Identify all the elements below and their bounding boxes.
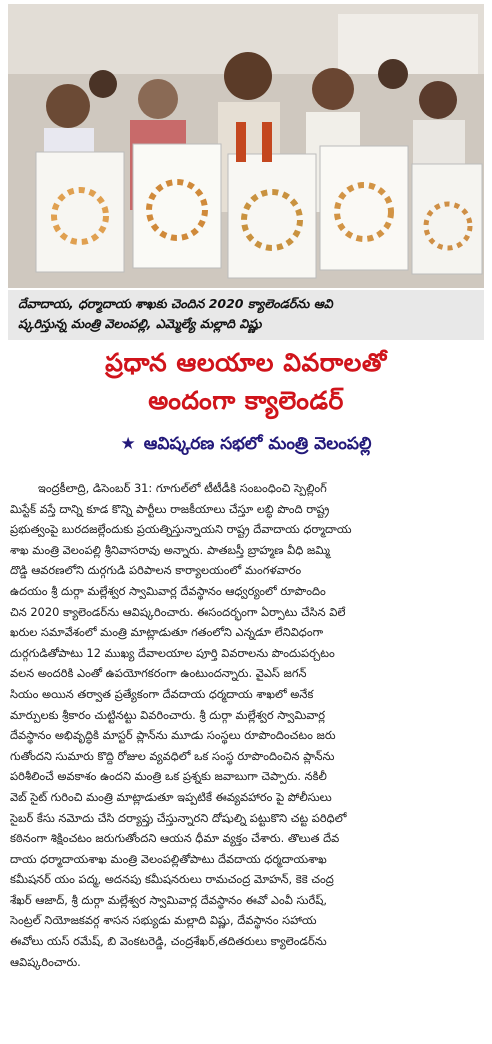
- article-line: దుర్గగుడితోపాటు 12 ముఖ్య దేవాలయాల పూర్తి వివరాలను పొందుపర్చటం: [10, 645, 335, 660]
- article-line: ఈవోలు యస్ రమేష్, బి వెంకటరెడ్డి, చంద్రశేఖర్,తదితరులు క్యాలెండర్‌ను: [10, 934, 327, 949]
- headline: [0, 344, 492, 420]
- article-line: దొడ్డి ఆవరణలోని దుర్గగుడి పరిపాలన కార్యాలయంలో మంగళవారం: [10, 563, 302, 578]
- article-line: దాయ ధర్మాదాయశాఖ మంత్రి వెలంపల్లితోపాటు దేవదాయ ధర్మదాయశాఖ: [10, 851, 327, 866]
- article-line: ఖరుల సమావేశంలో మంత్రి మాట్లాడుతూ గతంలోని ఎన్నడూ లేనివిధంగా: [10, 625, 324, 640]
- photo-caption: [8, 290, 484, 340]
- article-line: సియం అయిన తర్వాత ప్రత్యేకంగా దేవదాయ ధర్మదాయ శాఖలో అనేక: [10, 686, 314, 701]
- article-line: ఉదయం శ్రీ దుర్గా మల్లేశ్వర స్వామివార్ల దేవస్థానం ఆధ్వర్యంలో రూపొందిం: [10, 583, 326, 598]
- article-line: గుతోందని సుమారు కొద్ది రోజుల వ్యవధిలో ఒక సంస్థ రూపొందించిన ప్లాన్‌ను: [10, 748, 335, 763]
- article-line: శేఖర్ ఆజాద్, శ్రీ దుర్గా మల్లేశ్వర స్వామివార్ల దేవస్థానం ఈవో ఎంవీ సురేష్,: [10, 892, 327, 907]
- headline-line-1: ప్రధాన ఆలయాల వివరాలతో: [105, 348, 387, 377]
- caption-line-2: ష్కరిస్తున్న మంత్రి వెలంపల్లి, ఎమ్మెల్యే మల్లాది విష్ణు: [18, 316, 262, 331]
- article-line: ఇంద్రకీలాద్రి, డిసెంబర్ 31: గూగుల్‌లో టీటీడీకి సంబంధించి స్పెల్లింగ్: [38, 481, 327, 495]
- article-line: కమీషనర్ యం పద్మ, అదనపు కమీషనరులు రామచంద్ర మోహన్, కెకె చంద్ర: [10, 872, 334, 887]
- article-line: చిన 2020 క్యాలెండర్‌ను ఆవిష్కరించారు. ఈసందర్భంగా ఏర్పాటు చేసిన విలే: [10, 604, 346, 619]
- star-icon: ★: [120, 434, 136, 454]
- photo-illustration: [8, 4, 484, 288]
- caption-line-1: దేవాదాయ, ధర్మాదాయ శాఖకు చెందిన 2020 క్యాలెండర్‌ను ఆవి: [18, 296, 333, 311]
- article-line: ప్రభుత్వంపై బురదజల్లేందుకు ప్రయత్నిస్తున్నాయని రాష్ట్ర దేవాదాయ ధర్మాదాయ: [10, 522, 352, 537]
- article-line: మార్పులకు శ్రీకారం చుట్టినట్టు వివరించారు. శ్రీ దుర్గా మల్లేశ్వర స్వామివార్ల: [10, 707, 325, 722]
- article-line: వెబ్ సైట్ గురించి మంత్రి మాట్లాడుతూ ఇప్పటికే ఈవ్యవహారం పై పోలీసులు: [10, 789, 332, 804]
- news-photo: [8, 4, 484, 288]
- article-line: సెంట్రల్ నియోజకవర్గ శాసన సభ్యుడు మల్లాది విష్ణు, దేవస్థానం సహాయ: [10, 913, 317, 928]
- headline-line-2: అందంగా క్యాలెండర్: [148, 386, 344, 415]
- article-line: మిస్టేక్ వస్తే దాన్ని కూడ కొన్ని పార్టీలు రాజకీయాలు చేస్తూ లబ్ధి పొంది రాష్ట్ర: [10, 501, 330, 516]
- article-line: పరిశీలించే అవకాశం ఉందని మంత్రి ఒక ప్రశ్నకు జవాబుగా చెప్పారు. నకిలీ: [10, 769, 327, 784]
- article-line: ఆవిష్కరించారు.: [10, 954, 81, 969]
- article-line: సైబర్ కేసు నమోదు చేసి దర్యాప్తు చేస్తున్నారని దోషుల్ని పట్టుకొని చట్ట పరిధిలో: [10, 810, 347, 825]
- article-line: వలన అందరికి ఎంతో ఉపయోగకరంగా ఉంటుందన్నారు. వైఎస్ జగన్: [10, 666, 307, 681]
- subheadline: [0, 432, 492, 456]
- article-line: కఠినంగా శిక్షించటం జరుగుతోందని ఆయన ధీమా వ్యక్తం చేశారు. తొలుత దేవ: [10, 831, 340, 846]
- article-line: దేవస్థానం అభివృద్ధికి మాస్టర్ ప్లాన్‌ను మూడు సంస్థలు రూపొందించటం జరు: [10, 728, 336, 743]
- article-body: [10, 478, 484, 972]
- subheadline-text: ఆవిష్కరణ సభలో మంత్రి వెలంపల్లి: [143, 434, 372, 454]
- article-line: శాఖ మంత్రి వెలంపల్లి శ్రీనివాసరావు అన్నారు. పాతబస్తీ బ్రాహ్మణ వీధి జమ్మి: [10, 542, 330, 557]
